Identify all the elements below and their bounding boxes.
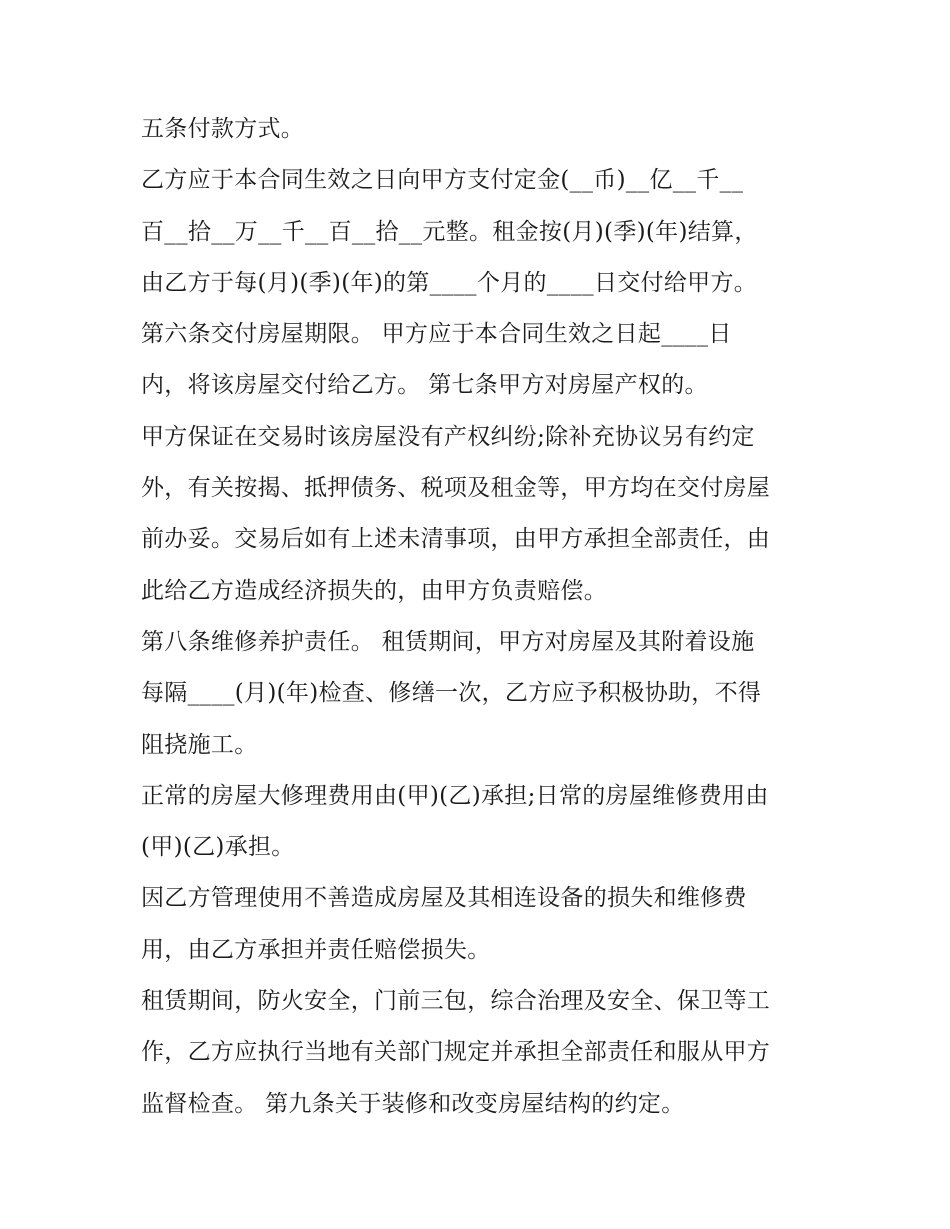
text-line: (甲)(乙)承担。 — [141, 834, 295, 861]
text-line: 正常的房屋大修理费用由(甲)(乙)承担;日常的房屋维修费用由 — [141, 782, 769, 809]
text-line: 此给乙方造成经济损失的，由甲方负责赔偿。 — [141, 577, 607, 604]
text-line: 每隔____(月)(年)检查、修缮一次，乙方应予积极协助，不得 — [141, 680, 762, 707]
text-line: 阻挠施工。 — [141, 731, 258, 758]
text-line: 监督检查。 第九条关于装修和改变房屋结构的约定。 — [141, 1090, 685, 1117]
text-line: 由乙方于每(月)(季)(年)的第____个月的____日交付给甲方。 — [141, 269, 758, 296]
text-line: 外，有关按揭、抵押债务、税项及租金等，甲方均在交付房屋 — [141, 475, 771, 502]
text-line: 用，由乙方承担并责任赔偿损失。 — [141, 936, 491, 963]
text-line: 前办妥。交易后如有上述未清事项，由甲方承担全部责任，由 — [141, 526, 771, 553]
text-line: 作，乙方应执行当地有关部门规定并承担全部责任和服从甲方 — [141, 1039, 771, 1066]
text-line: 租赁期间，防火安全，门前三包，综合治理及安全、保卫等工 — [141, 988, 771, 1015]
text-line: 五条付款方式。 — [141, 116, 305, 142]
text-line: 百__拾__万__千__百__拾__元整。租金按(月)(季)(年)结算， — [141, 218, 758, 245]
text-line: 因乙方管理使用不善造成房屋及其相连设备的损失和维修费 — [141, 885, 747, 912]
text-line: 第八条维修养护责任。 租赁期间，甲方对房屋及其附着设施 — [141, 628, 755, 655]
text-line: 内，将该房屋交付给乙方。 第七条甲方对房屋产权的。 — [141, 372, 708, 399]
text-line: 甲方保证在交易时该房屋没有产权纠纷;除补充协议另有约定 — [141, 423, 755, 450]
document-body — [141, 104, 821, 1130]
text-line: 乙方应于本合同生效之日向甲方支付定金(__币)__亿__千__ — [141, 167, 744, 194]
text-line: 第六条交付房屋期限。 甲方应于本合同生效之日起____日 — [141, 321, 732, 348]
